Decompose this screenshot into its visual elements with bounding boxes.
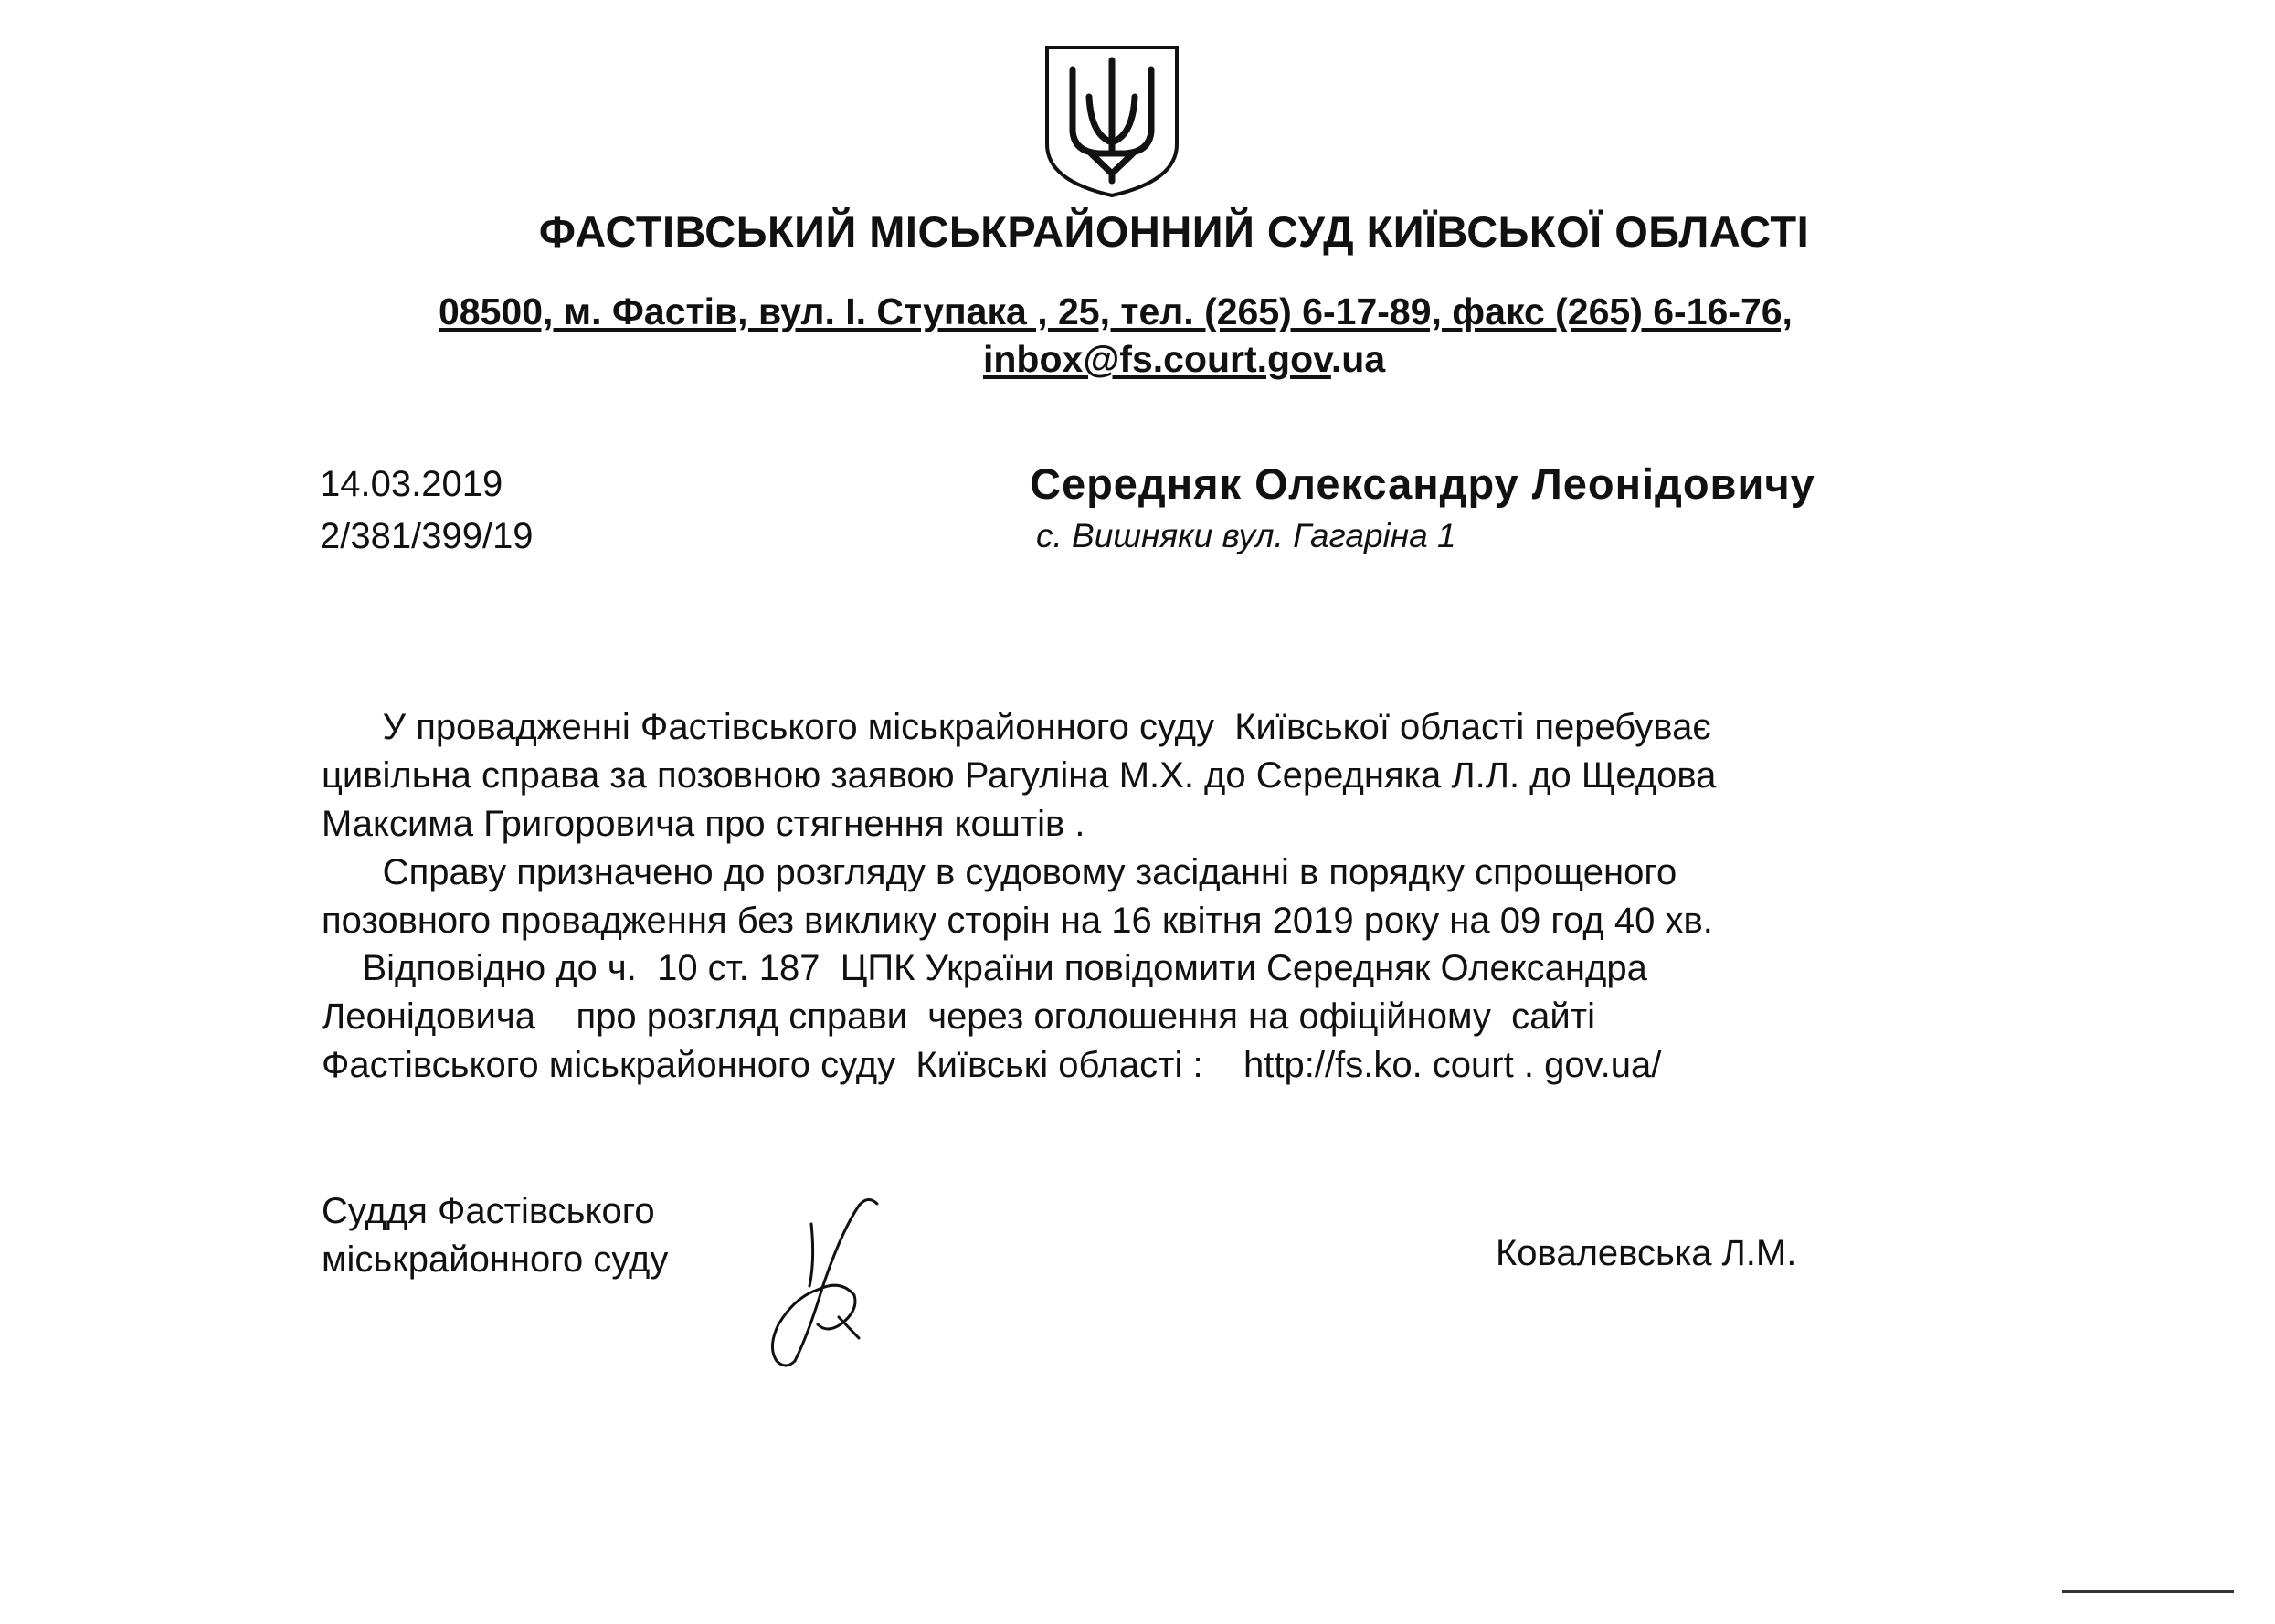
email-link[interactable]: inbox@fs.court.gov [983,338,1331,380]
judge-title [322,1187,668,1284]
handwritten-signature [731,1187,891,1370]
recipient-address: с. Вишняки вул. Гагаріна 1 [1036,517,1456,554]
trident-coat-of-arms-icon [1034,44,1190,197]
court-name-heading: ФАСТІВСЬКИЙ МІСЬКРАЙОННИЙ СУД КИЇВСЬКОЇ ОБЛАСТІ [538,207,1810,256]
recipient-name: Середняк Олександру Леонідовичу [1030,459,1815,508]
paragraph-line: Справу призначено до розгляду в судовому засіданні в порядку спрощеного [322,852,1677,892]
judge-title-line2: міськрайонного суду [322,1239,669,1280]
court-address: 08500, м. Фастів, вул. І. Ступака , 25, тел. (265) 6-17-89, факс (265) 6-16-76, [439,290,1793,332]
paragraph-line: Фастівського міськрайонного суду Київські області : http://fs.ko. court . gov.ua/ [322,1045,1662,1085]
email-domain-tail: .ua [1330,338,1386,380]
paragraph-line: Відповідно до ч. 10 ст. 187 ЦПК України повідомити Середняк Олександра [322,948,1647,988]
court-email [983,338,1385,381]
paragraph-line: позовного провадження без виклику сторін на 16 квітня 2019 року на 09 год 40 хв. [322,901,1713,941]
paragraph-line: Максима Григоровича про стягнення коштів . [322,804,1085,844]
footer-divider [2062,1590,2234,1593]
paragraph-line: У провадженні Фастівського міськрайонного суду Київської області перебуває [322,707,1711,747]
judge-name: Ковалевська Л.М. [1496,1233,1797,1273]
paragraph-notification [322,944,2039,1090]
judge-title-line1: Суддя Фастівського [322,1191,655,1231]
letter-date: 14.03.2019 [320,464,503,504]
case-number: 2/381/399/19 [320,516,534,556]
paragraph-case-info [322,703,2039,849]
paragraph-line: Леонідовича про розгляд справи через оголошення на офіційному сайті [322,997,1595,1037]
paragraph-line: цивільна справа за позовною заявою Рагуліна М.Х. до Середняка Л.Л. до Щедова [322,755,1717,796]
paragraph-hearing-date [322,849,2039,945]
